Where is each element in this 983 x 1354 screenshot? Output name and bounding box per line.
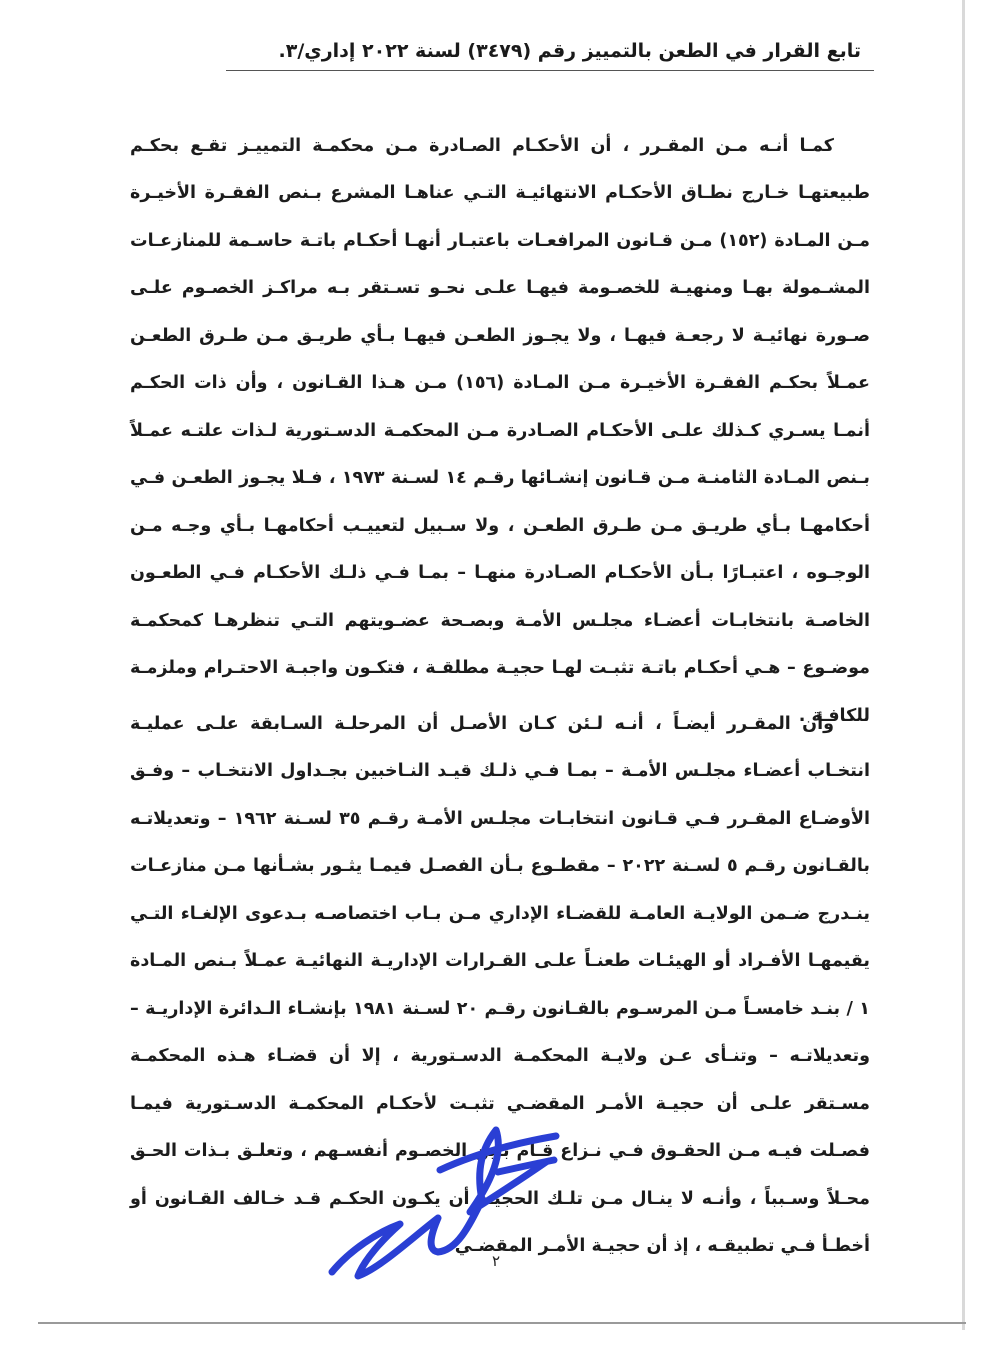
document-header: تابع القرار في الطعن بالتمييز رقم (٣٤٧٩) لسنة ٢٠٢٢ إداري/٣. xyxy=(278,40,861,62)
page-edge xyxy=(962,0,965,1330)
signature-image xyxy=(320,1100,580,1300)
header-divider xyxy=(226,70,874,71)
body-paragraph-1: كمـا أنـه مـن المقـرر ، أن الأحكـام الصـادرة مـن محكمـة التمييـز تقـع بحكـم طبيعتهـا خـارج نطـاق الأحكـام الانتهائيـة التـي عناهـا المشرع بـنص الفقـرة الأخيـرة مـن المـادة (١٥٢) مـن قـانون المرافعـات باعتبـار أنهـا أحكـام باتـة حاسـمة للمنازعـات المشـمولة بهـا ومنهيـة للخصـومة فيهـا علـى نحـو تسـتقر بـه مراكـز الخصـوم علـى صـورة نهائيـة لا رجعـة فيهـا ، ولا يجـوز الطعـن فيهـا بـأي طريـق مـن طـرق الطعـن عمـلاً بحكـم الفقـرة الأخيـرة مـن المـادة (١٥٦) مـن هـذا القـانون ، وأن ذات الحكـم أنمـا يسـري كـذلك علـى الأحكـام الصـادرة مـن المحكمـة الدسـتورية لـذات علتـه عمـلاً بـنص المـادة الثامنـة مـن قـانون إنشـائها رقـم ١٤ لسـنة ١٩٧٣ ، فـلا يجـوز الطعـن فـي أحكامهـا بـأي طريـق مـن طـرق الطعـن ، ولا سـبيل لتعييـب أحكامهـا بـأي وجـه مـن الوجـوه ، اعتبـارًا بـأن الأحكـام الصـادرة منهـا – بمـا فـي ذلـك الأحكـام فـي الطعـون الخاصـة بانتخابـات أعضـاء مجلـس الأمـة وبصـحة عضـويتهم التـي تنظرهـا كمحكمـة موضـوع – هـي أحكـام باتـة تثبـت لهـا حجيـة مطلقـة ، فتكـون واجبـة الاحتـرام وملزمـة للكافـة . xyxy=(130,135,870,726)
page-number: ٢ xyxy=(492,1252,501,1270)
body-paragraph-2: وأن المقـرر أيضـاً ، أنـه لـئن كـان الأصـل أن المرحلـة السـابقة علـى عمليـة انتخـاب أعضـاء مجلـس الأمـة – بمـا فـي ذلـك قيـد النـاخبين بجـداول الانتخـاب – وفـق الأوضـاع المقـرر فـي قـانون انتخابـات مجلـس الأمـة رقـم ٣٥ لسـنة ١٩٦٢ – وتعديلاتـه بالقـانون رقـم ٥ لسـنة ٢٠٢٢ – مقطـوع بـأن الفصـل فيمـا يثـور بشـأنها مـن منازعـات ينـدرج ضـمن الولايـة العامـة للقضـاء الإداري مـن بـاب اختصاصـه بـدعوى الإلغـاء التـي يقيمهـا الأفـراد أو الهيئـات طعنـاً علـى القـرارات الإداريـة النهائيـة عمـلاً بـنص المـادة ١ / بنـد خامسـاً مـن المرسـوم بالقـانون رقـم ٢٠ لسـنة ١٩٨١ بإنشـاء الـدائرة الإداريـة – وتعديلاتـه – وتنـأى عـن ولايـة المحكمـة الدسـتورية ، إلا أن قضـاء هـذه المحكمـة مسـتقر علـى أن حجيـة الأمـر المقضـي تثبـت لأحكـام المحكمـة الدسـتورية فيمـا فصـلت فيـه مـن الحقـوق فـي نـزاع قـام بـين الخصـوم أنفسـهم ، وتعلـق بـذات الحـق محـلاً وسـبباً ، وأنـه لا ينـال مـن تلـك الحجيـة أن يكـون الحكـم قـد خـالف القـانون أو أخطـأ فـي تطبيقـه ، إذ أن حجيـة الأمـر المقضـي xyxy=(130,713,870,1256)
page-bottom-edge xyxy=(38,1322,966,1324)
